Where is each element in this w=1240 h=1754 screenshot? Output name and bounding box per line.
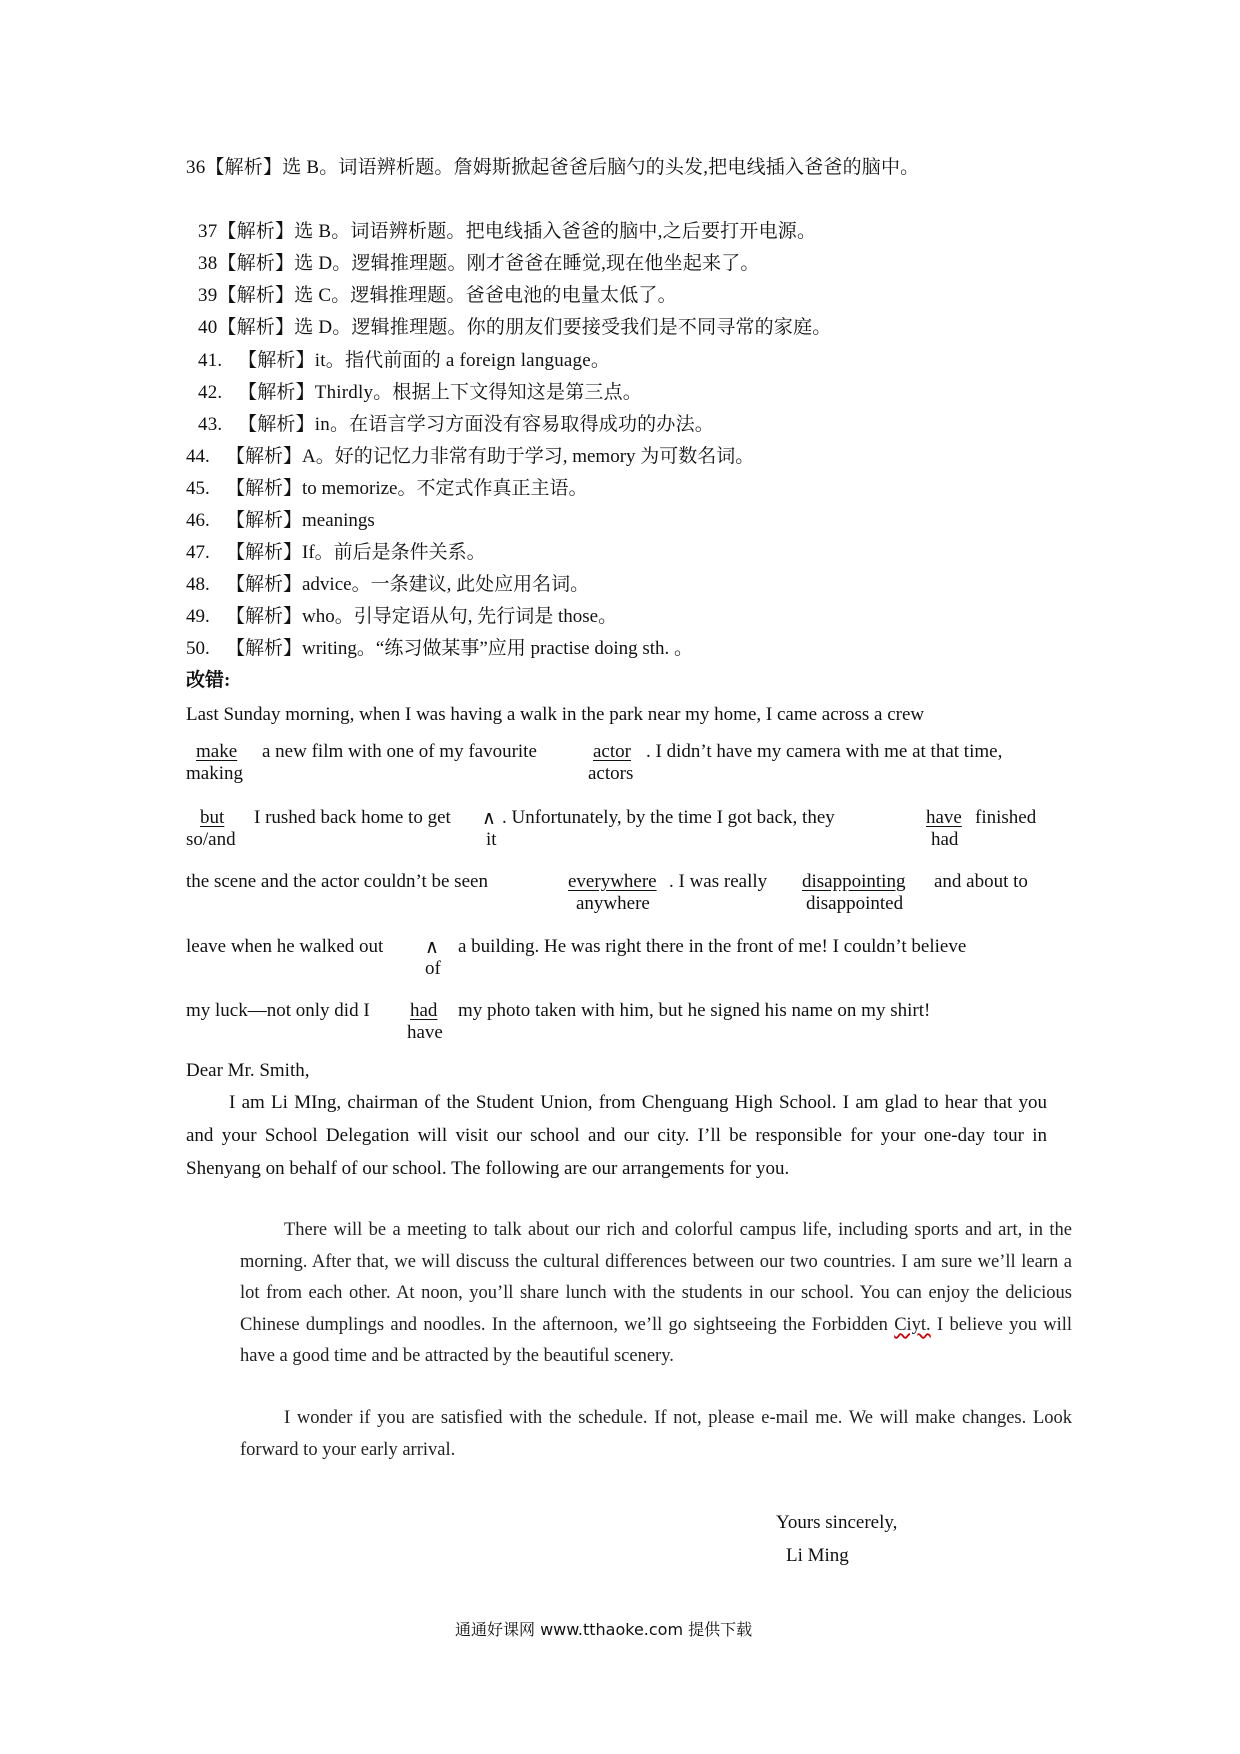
answer-number: 37 [198,221,218,242]
insert-caret: ∧ [425,936,439,958]
answer-text: 【解析】it。指代前面的 a foreign language。 [238,350,611,371]
sentence-text: . Unfortunately, by the time I got back, they [502,807,835,828]
sentence-text: finished [975,807,1037,828]
paragraph-text: I believe you will have a good time and be attracted by the beautiful scenery. [240,1314,1073,1366]
answer-text: 【解析】选 D。逻辑推理题。你的朋友们要接受我们是不同寻常的家庭。 [217,317,832,338]
wrong-word: have [926,807,962,828]
answer-number: 48. [186,574,210,595]
answer-36 [186,156,919,180]
letter-signature: Li Ming [786,1545,849,1566]
sentence-text: the scene and the actor couldn’t be seen [186,871,488,892]
answer-number: 46. [186,510,210,531]
answer-number: 36 [186,157,206,178]
answer-44 [186,445,754,469]
corrected-word: have [407,1022,443,1043]
answer-text: 【解析】advice。一条建议, 此处应用名词。 [226,574,590,595]
answer-40 [198,316,831,340]
answer-number: 39 [198,285,218,306]
sentence-text: . I didn’t have my camera with me at that time, [646,741,1003,762]
paragraph-text: I am Li MIng, chairman of the Student Union, from Chenguang High School. I am glad to hear that you and your School Delegation will visit our school and our city. I’ll be responsible for your one-day tour in Shenyang on behalf of our school. The following are our arrangements for you. [186,1092,1047,1179]
answer-number: 40 [198,317,218,338]
wrong-word: make [196,741,238,762]
answer-text: 【解析】to memorize。不定式作真正主语。 [226,478,588,499]
answer-text: 【解析】writing。“练习做某事”应用 practise doing sth. 。 [226,638,694,659]
answer-text: 【解析】选 B。词语辨析题。詹姆斯掀起爸爸后脑勺的头发,把电线插入爸爸的脑中。 [205,157,920,178]
answer-49 [186,605,617,629]
answer-text: 【解析】选 D。逻辑推理题。刚才爸爸在睡觉,现在他坐起来了。 [217,253,760,274]
answer-50 [186,637,693,661]
correction-line-1: Last Sunday morning, when I was having a walk in the park near my home, I came across a crew [186,704,925,725]
sentence-text: a building. He was right there in the front of me! I couldn’t believe [458,936,967,957]
answer-number: 41. [198,350,223,371]
letter-salutation: Dear Mr. Smith, [186,1060,310,1081]
answer-number: 47. [186,542,210,563]
answer-42 [198,381,642,405]
sentence-text: a new film with one of my favourite [262,741,537,762]
answer-text: 【解析】If。前后是条件关系。 [226,542,486,563]
wrong-word: everywhere [568,871,657,892]
answer-number: 49. [186,606,210,627]
answer-48 [186,573,589,597]
sentence-text: I rushed back home to get [254,807,451,828]
wrong-word: but [200,807,225,828]
letter-paragraph-1 [186,1086,1047,1185]
corrected-word: actors [588,763,634,784]
corrected-word: making [186,763,243,784]
wrong-word: disappointing [802,871,906,892]
page-footer: 通通好课网 www.tthaoke.com 提供下载 [455,1620,753,1639]
correction-heading: 改错: [186,670,231,691]
answer-text: 【解析】Thirdly。根据上下文得知这是第三点。 [238,382,642,403]
answer-43 [198,413,714,437]
answer-text: 【解析】选 C。逻辑推理题。爸爸电池的电量太低了。 [217,285,677,306]
sentence-text: my luck—not only did I [186,1000,370,1021]
letter-closing: Yours sincerely, [776,1512,898,1533]
answer-38 [198,252,760,276]
answer-number: 45. [186,478,210,499]
letter-paragraph-3 [240,1403,1072,1466]
paragraph-text: There will be a meeting to talk about our rich and colorful campus life, including sports and art, in the morning. After that, we will discuss the cultural differences between our two countries. I am sure we’ll learn a lot from each other. At noon, you’ll share lunch with the students in our school. You can enjoy the delicious Chinese dumplings and noodles. In the afternoon, we’ll go sightseeing the Forbidden [240,1220,1072,1335]
wrong-word: actor [593,741,631,762]
sentence-text: . I was really [669,871,768,892]
wrong-word: had [410,1000,438,1021]
corrected-word: of [425,958,441,979]
answer-text: 【解析】who。引导定语从句, 先行词是 those。 [226,606,618,627]
corrected-word: disappointed [806,893,904,914]
answer-number: 50. [186,638,210,659]
answer-41 [198,349,610,373]
sentence-text: leave when he walked out [186,936,384,957]
paragraph-text: I wonder if you are satisfied with the schedule. If not, please e-mail me. We will make changes. Look forward to your early arrival. [240,1408,1072,1460]
corrected-word: it [486,829,497,850]
answer-text: 【解析】in。在语言学习方面没有容易取得成功的办法。 [238,414,714,435]
answer-47 [186,541,486,565]
corrected-word: had [931,829,959,850]
sentence-text: my photo taken with him, but he signed his name on my shirt! [458,1000,931,1021]
insert-caret: ∧ [482,807,496,829]
answer-number: 43. [198,414,223,435]
corrected-word: so/and [186,829,236,850]
letter-paragraph-2 [240,1215,1072,1373]
misspelled-word: Ciyt. [894,1314,931,1335]
answer-number: 44. [186,446,210,467]
corrected-word: anywhere [576,893,650,914]
answer-39 [198,284,677,308]
answer-number: 42. [198,382,223,403]
answer-46 [186,509,375,533]
answer-45 [186,477,588,501]
answer-37 [198,220,816,244]
sentence-text: and about to [934,871,1028,892]
answer-text: 【解析】meanings [226,510,375,531]
answer-number: 38 [198,253,218,274]
answer-text: 【解析】选 B。词语辨析题。把电线插入爸爸的脑中,之后要打开电源。 [217,221,817,242]
answer-text: 【解析】A。好的记忆力非常有助于学习, memory 为可数名词。 [226,446,755,467]
